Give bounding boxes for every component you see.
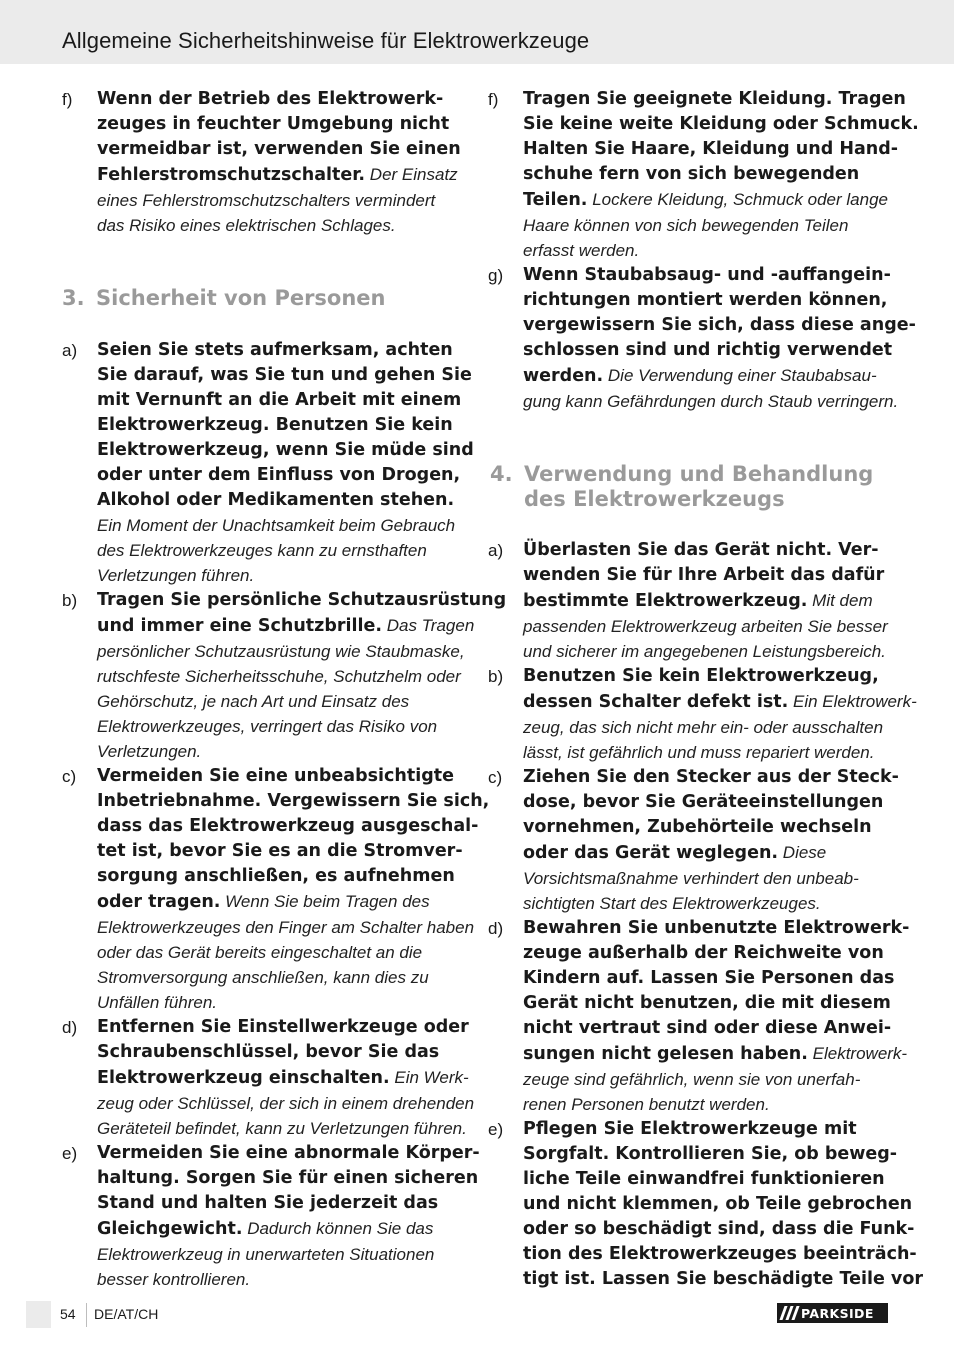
section-number: 4.: [490, 462, 513, 486]
bold-line: Sorgfalt. Kontrollieren Sie, ob beweg-: [523, 1144, 898, 1164]
italic-line: rutschfeste Sicherheitsschuhe, Schutzhelm oder: [97, 667, 461, 686]
section-title: Sicherheit von Personen: [96, 286, 386, 310]
italic-line: sichtigten Start des Elektrowerkzeuges.: [523, 894, 821, 913]
section-title-line1: Verwendung und Behandlung: [524, 462, 874, 486]
italic-line: zeug oder Schlüssel, der sich in einem drehenden: [97, 1094, 475, 1113]
italic-line: das Risiko eines elektrischen Schlages.: [97, 216, 396, 235]
bold-line: Gerät nicht benutzen, die mit diesem: [523, 993, 891, 1013]
bold-line: Wenn Staubabsaug- und -auffangein-: [523, 265, 891, 285]
list-item-right-a: [488, 538, 898, 664]
italic-line: lässt, ist gefährlich und muss repariert werden.: [523, 743, 875, 762]
page-number-box: [26, 1301, 51, 1328]
item-letter: f): [488, 90, 499, 109]
bold-line: Stand und halten Sie jederzeit das: [97, 1193, 439, 1213]
bold-line: schuhe fern von sich bewegenden: [523, 164, 860, 184]
bold-line: Entfernen Sie Einstellwerkzeuge oder: [97, 1017, 469, 1037]
mixed-line: [523, 363, 898, 389]
italic-line: des Elektrowerkzeuges kann zu ernsthaften: [97, 541, 427, 560]
section-heading-4: [490, 462, 873, 512]
italic-line: oder das Gerät bereits eingeschaltet an die: [97, 943, 423, 962]
bold-line: wenden Sie für Ihre Arbeit das dafür: [523, 565, 885, 585]
item-letter: c): [488, 768, 503, 787]
bold-line: Elektrowerkzeug, wenn Sie müde sind: [97, 440, 474, 460]
bold-phrase: Elektrowerkzeug einschalten.: [97, 1068, 390, 1088]
list-item-left-b: [62, 588, 507, 764]
bold-line: oder unter dem Einfluss von Drogen,: [97, 465, 461, 485]
bold-line: tet ist, bevor Sie es an die Stromver-: [97, 841, 463, 861]
italic-line: besser kontrollieren.: [97, 1270, 251, 1289]
italic-line: Unfällen führen.: [97, 993, 218, 1012]
italic-phrase: Das Tragen: [382, 616, 475, 635]
footer-locale: DE/AT/CH: [94, 1306, 159, 1322]
item-letter: f): [62, 90, 73, 109]
italic-phrase: Lockere Kleidung, Schmuck oder lange: [587, 190, 888, 209]
bold-phrase: und immer eine Schutzbrille.: [97, 616, 382, 636]
bold-phrase: oder tragen.: [97, 892, 221, 912]
bold-phrase: oder das Gerät weglegen.: [523, 843, 779, 863]
bold-line: Vermeiden Sie eine abnormale Körper-: [97, 1143, 480, 1163]
italic-line: und sicherer im angegebenen Leistungsbereich.: [523, 642, 886, 661]
bold-line: tigt ist. Lassen Sie beschädigte Teile vor: [523, 1269, 923, 1289]
bold-line: schlossen sind und richtig verwendet: [523, 340, 893, 360]
bold-phrase: Gleichgewicht.: [97, 1219, 243, 1239]
bold-line: Vermeiden Sie eine unbeabsichtigte: [97, 766, 455, 786]
italic-phrase: Dadurch können Sie das: [242, 1219, 434, 1238]
bold-line: Kindern auf. Lassen Sie Personen das: [523, 968, 895, 988]
list-item-left-a: [62, 338, 472, 588]
page-number: 54: [60, 1306, 76, 1322]
bold-line: Sie darauf, was Sie tun und gehen Sie: [97, 365, 472, 385]
italic-phrase: Mit dem: [807, 591, 873, 610]
bold-line: haltung. Sorgen Sie für einen sicheren: [97, 1168, 479, 1188]
mixed-line: [97, 889, 472, 915]
bold-line: Schraubenschlüssel, bevor Sie das: [97, 1042, 440, 1062]
bold-line: Überlasten Sie das Gerät nicht. Ver-: [523, 540, 879, 560]
italic-phrase: Der Einsatz: [365, 165, 458, 184]
brand-logo: [777, 1303, 888, 1323]
bold-phrase: sungen nicht gelesen haben.: [523, 1044, 808, 1064]
bold-line: Ziehen Sie den Stecker aus der Steck-: [523, 767, 899, 787]
italic-line: zeuge sind gefährlich, wenn sie von unerfah-: [523, 1070, 861, 1089]
bold-line: sorgung anschließen, es aufnehmen: [97, 866, 455, 886]
mixed-line: [97, 162, 472, 188]
right-column-section4: [488, 538, 923, 1292]
brand-name: PARKSIDE: [801, 1305, 874, 1321]
bold-line: nicht vertraut sind oder diese Anwei-: [523, 1018, 892, 1038]
bold-line: tion des Elektrowerkzeuges beeinträch-: [523, 1244, 917, 1264]
left-column: [62, 87, 472, 238]
bold-line: Elektrowerkzeug. Benutzen Sie kein: [97, 415, 453, 435]
left-column-section3: [62, 338, 507, 1292]
list-item-right-f: [488, 87, 919, 263]
bold-line: liche Teile einwandfrei funktionieren: [523, 1169, 885, 1189]
bold-line: Pflegen Sie Elektrowerkzeuge mit: [523, 1119, 857, 1139]
list-item-right-e: [488, 1117, 923, 1292]
bold-line: Benutzen Sie kein Elektrowerkzeug,: [523, 666, 879, 686]
italic-phrase: Die Verwendung einer Staubabsau-: [603, 366, 877, 385]
mixed-line: [523, 588, 898, 614]
bold-line: Inbetriebnahme. Vergewissern Sie sich,: [97, 791, 490, 811]
list-item-right-c: [488, 765, 898, 916]
bold-line: dose, bevor Sie Geräteeinstellungen: [523, 792, 884, 812]
mixed-line: [97, 1065, 472, 1091]
italic-phrase: Ein Elektrowerk-: [788, 692, 917, 711]
italic-line: Vorsichtsmaßnahme verhindert den unbeab-: [523, 869, 859, 888]
item-letter: e): [62, 1144, 78, 1163]
bold-line: Wenn der Betrieb des Elektrowerk-: [97, 89, 444, 109]
bold-line: oder so beschädigt sind, dass die Funk-: [523, 1219, 915, 1239]
italic-phrase: Ein Werk-: [389, 1068, 469, 1087]
mixed-line: [523, 187, 898, 213]
list-item-right-d: [488, 916, 910, 1117]
footer-divider: [86, 1303, 87, 1327]
italic-line: zeug, das sich nicht mehr ein- oder ausschalten: [523, 718, 884, 737]
bold-line: richtungen montiert werden können,: [523, 290, 888, 310]
section-heading-3: [62, 286, 386, 311]
bold-phrase: werden.: [523, 366, 604, 386]
mixed-line: [97, 1216, 472, 1242]
list-item-right-b: [488, 664, 917, 765]
bold-line: vermeidbar ist, verwenden Sie einen: [97, 139, 461, 159]
italic-line: Geräteteil befindet, kann zu Verletzungen führen.: [97, 1119, 467, 1138]
bold-line: Sie keine weite Kleidung oder Schmuck.: [523, 114, 919, 134]
list-item-left-e: [62, 1141, 480, 1292]
bold-line: Halten Sie Haare, Kleidung und Hand-: [523, 139, 899, 159]
bold-line: und nicht klemmen, ob Teile gebrochen: [523, 1194, 913, 1214]
bold-line: zeuge außerhalb der Reichweite von: [523, 943, 884, 963]
page-title: Allgemeine Sicherheitshinweise für Elektrowerkzeuge: [62, 28, 590, 53]
italic-line: Elektrowerkzeug in unerwarteten Situationen: [97, 1245, 435, 1264]
item-letter: d): [62, 1018, 78, 1037]
italic-line: persönlicher Schutzausrüstung wie Staubmaske,: [97, 642, 465, 661]
item-letter: b): [488, 667, 504, 686]
list-item-right-g: [488, 263, 916, 414]
italic-line: Elektrowerkzeuges, verringert das Risiko von: [97, 717, 438, 736]
italic-line: Gehörschutz, je nach Art und Einsatz des: [97, 692, 410, 711]
section-title-line2: des Elektrowerkzeugs: [524, 487, 785, 511]
italic-line: Stromversorgung anschließen, kann dies zu: [97, 968, 429, 987]
list-item-left-d: [62, 1015, 475, 1141]
italic-phrase: Diese: [778, 843, 827, 862]
bold-phrase: bestimmte Elektrowerkzeug.: [523, 591, 808, 611]
bold-line: zeuges in feuchter Umgebung nicht: [97, 114, 450, 134]
bold-line: Tragen Sie persönliche Schutzausrüstung: [97, 590, 507, 610]
item-letter: a): [488, 541, 504, 560]
list-item-left-c: [62, 764, 490, 1015]
italic-line: Haare können von sich bewegenden Teilen: [523, 216, 849, 235]
mixed-line: [523, 840, 898, 866]
item-letter: b): [62, 591, 78, 610]
section-number: 3.: [62, 286, 85, 310]
bold-phrase: Teilen.: [523, 190, 588, 210]
italic-line: Ein Moment der Unachtsamkeit beim Gebrauch: [97, 516, 456, 535]
bold-line: Tragen Sie geeignete Kleidung. Tragen: [523, 89, 906, 109]
item-letter: e): [488, 1120, 504, 1139]
item-letter: a): [62, 341, 78, 360]
italic-phrase: Wenn Sie beim Tragen des: [220, 892, 430, 911]
bold-line: mit Vernunft an die Arbeit mit einem: [97, 390, 462, 410]
mixed-line: [523, 689, 917, 715]
bold-phrase: Fehlerstromschutzschalter.: [97, 165, 366, 185]
item-letter: d): [488, 919, 504, 938]
italic-line: erfasst werden.: [523, 241, 640, 260]
bold-line: dass das Elektrowerkzeug ausgeschal-: [97, 816, 479, 836]
bold-phrase: dessen Schalter defekt ist.: [523, 692, 789, 712]
item-letter: c): [62, 767, 77, 786]
italic-line: Elektrowerkzeuges den Finger am Schalter haben: [97, 918, 475, 937]
bold-line: Bewahren Sie unbenutzte Elektrowerk-: [523, 918, 910, 938]
bold-line: Seien Sie stets aufmerksam, achten: [97, 340, 453, 360]
list-item-left-f: [62, 87, 472, 238]
mixed-line: [97, 613, 475, 639]
italic-line: renen Personen benutzt werden.: [523, 1095, 770, 1114]
italic-line: passenden Elektrowerkzeug arbeiten Sie besser: [523, 617, 888, 636]
right-column: [488, 87, 919, 414]
italic-phrase: Elektrowerk-: [807, 1044, 908, 1063]
brand-stripes-icon: [777, 1303, 801, 1323]
bold-line: vornehmen, Zubehörteile wechseln: [523, 817, 872, 837]
bold-line: Alkohol oder Medikamenten stehen.: [97, 490, 455, 510]
italic-line: gung kann Gefährdungen durch Staub verringern.: [523, 392, 899, 411]
italic-line: eines Fehlerstromschutzschalters vermindert: [97, 191, 436, 210]
italic-line: Verletzungen führen.: [97, 566, 255, 585]
italic-line: Verletzungen.: [97, 742, 202, 761]
bold-line: vergewissern Sie sich, dass diese ange-: [523, 315, 916, 335]
mixed-line: [523, 1041, 908, 1067]
item-letter: g): [488, 266, 504, 285]
